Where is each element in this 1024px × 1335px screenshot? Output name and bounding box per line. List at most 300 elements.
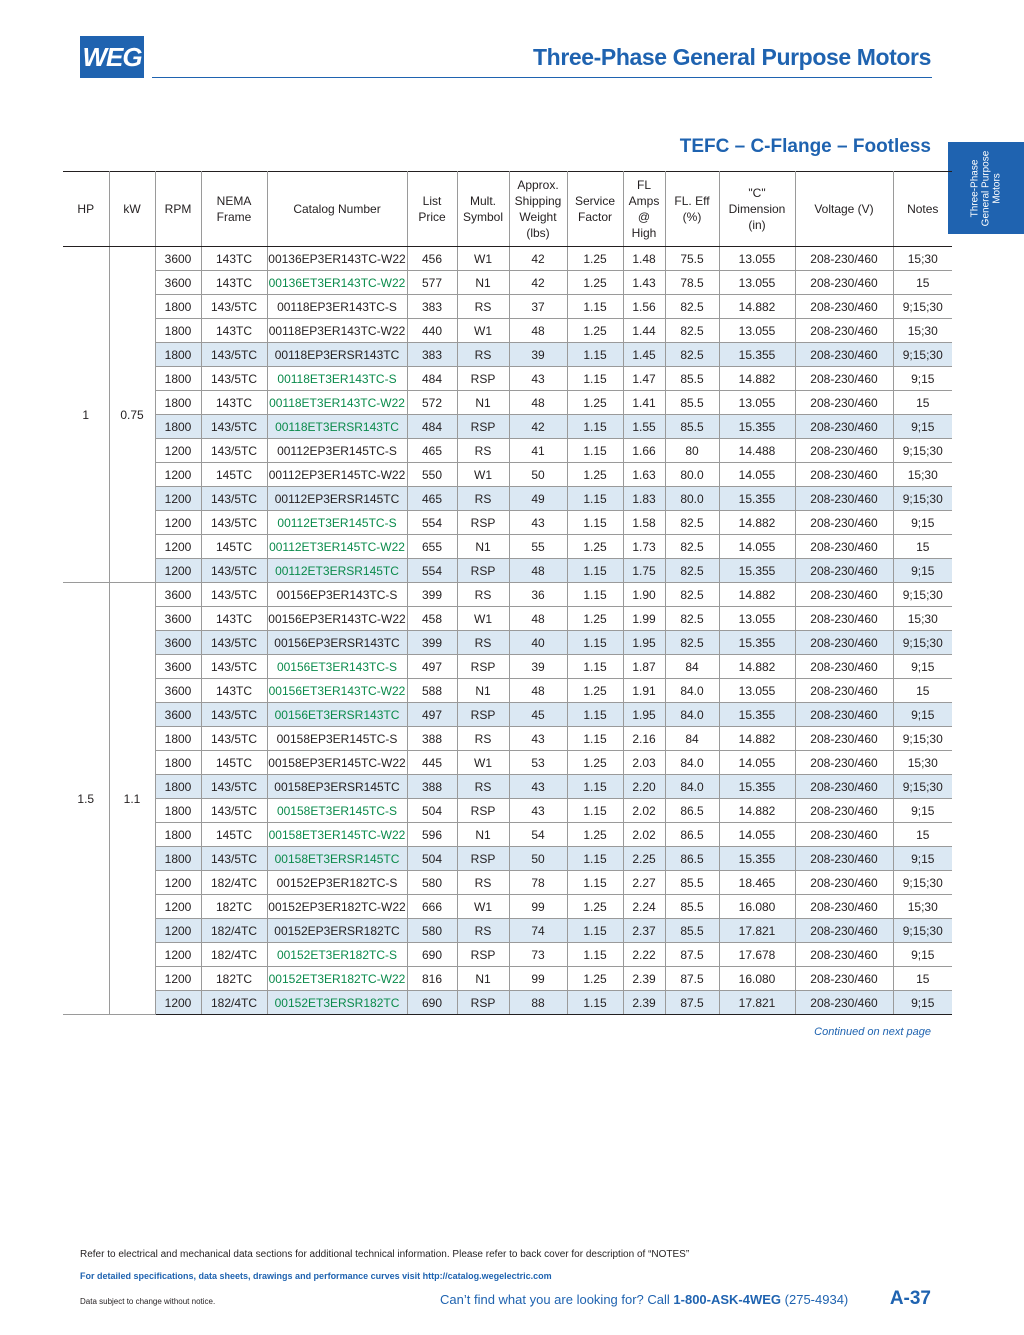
table-row: [63, 727, 952, 751]
mult-cell: RS: [457, 439, 509, 463]
frame-cell: 182/4TC: [201, 919, 267, 943]
catalog-cell: 00118ET3ER143TC-W22: [267, 391, 407, 415]
mult-cell: RS: [457, 343, 509, 367]
notes-cell: 9;15: [893, 703, 952, 727]
amps-cell: 2.27: [623, 871, 665, 895]
eff-cell: 80.0: [665, 487, 719, 511]
column-header: Approx. Shipping Weight (lbs): [509, 172, 567, 247]
title-rule: [152, 77, 932, 78]
cdim-cell: 16.080: [719, 967, 795, 991]
cdim-cell: 13.055: [719, 271, 795, 295]
column-header: RPM: [155, 172, 201, 247]
mult-cell: W1: [457, 895, 509, 919]
table-row: [63, 319, 952, 343]
price-cell: 383: [407, 295, 457, 319]
catalog-cell: 00152EP3ER182TC-S: [267, 871, 407, 895]
amps-cell: 1.99: [623, 607, 665, 631]
price-cell: 497: [407, 703, 457, 727]
weight-cell: 53: [509, 751, 567, 775]
eff-cell: 87.5: [665, 991, 719, 1015]
amps-cell: 2.25: [623, 847, 665, 871]
sf-cell: 1.15: [567, 655, 623, 679]
rpm-cell: 1800: [155, 319, 201, 343]
mult-cell: W1: [457, 319, 509, 343]
notes-cell: 9;15;30: [893, 439, 952, 463]
table-row: [63, 655, 952, 679]
mult-cell: RSP: [457, 415, 509, 439]
amps-cell: 1.43: [623, 271, 665, 295]
eff-cell: 82.5: [665, 559, 719, 583]
notes-cell: 9;15;30: [893, 775, 952, 799]
amps-cell: 2.02: [623, 799, 665, 823]
voltage-cell: 208-230/460: [795, 295, 893, 319]
table-row: [63, 679, 952, 703]
price-cell: 554: [407, 511, 457, 535]
price-cell: 458: [407, 607, 457, 631]
voltage-cell: 208-230/460: [795, 919, 893, 943]
table-row: [63, 895, 952, 919]
table-row: [63, 535, 952, 559]
cdim-cell: 14.882: [719, 655, 795, 679]
rpm-cell: 1800: [155, 391, 201, 415]
weight-cell: 36: [509, 583, 567, 607]
cdim-cell: 14.882: [719, 295, 795, 319]
weight-cell: 50: [509, 463, 567, 487]
notes-cell: 15: [893, 391, 952, 415]
mult-cell: RS: [457, 631, 509, 655]
amps-cell: 1.56: [623, 295, 665, 319]
voltage-cell: 208-230/460: [795, 631, 893, 655]
rpm-cell: 3600: [155, 679, 201, 703]
amps-cell: 1.91: [623, 679, 665, 703]
sf-cell: 1.15: [567, 511, 623, 535]
frame-cell: 143/5TC: [201, 775, 267, 799]
table-row: [63, 823, 952, 847]
cdim-cell: 15.355: [719, 775, 795, 799]
voltage-cell: 208-230/460: [795, 583, 893, 607]
table-row: [63, 991, 952, 1015]
table-row: [63, 703, 952, 727]
eff-cell: 82.5: [665, 607, 719, 631]
sf-cell: 1.25: [567, 271, 623, 295]
notes-cell: 15: [893, 967, 952, 991]
notes-cell: 15;30: [893, 319, 952, 343]
catalog-cell: 00152EP3ERSR182TC: [267, 919, 407, 943]
catalog-cell: 00152EP3ER182TC-W22: [267, 895, 407, 919]
sf-cell: 1.15: [567, 775, 623, 799]
voltage-cell: 208-230/460: [795, 751, 893, 775]
price-cell: 580: [407, 919, 457, 943]
mult-cell: RSP: [457, 991, 509, 1015]
sf-cell: 1.15: [567, 703, 623, 727]
rpm-cell: 1200: [155, 967, 201, 991]
table-row: [63, 583, 952, 607]
amps-cell: 1.73: [623, 535, 665, 559]
cdim-cell: 14.882: [719, 727, 795, 751]
cdim-cell: 15.355: [719, 703, 795, 727]
footer-spec-link[interactable]: For detailed specifications, data sheets, drawings and performance curves visit http://catalog.wegelectric.com: [80, 1271, 552, 1281]
eff-cell: 85.5: [665, 367, 719, 391]
sf-cell: 1.15: [567, 727, 623, 751]
eff-cell: 84.0: [665, 703, 719, 727]
catalog-cell: 00158EP3ER145TC-S: [267, 727, 407, 751]
catalog-cell: 00136EP3ER143TC-W22: [267, 247, 407, 271]
notes-cell: 15;30: [893, 751, 952, 775]
sf-cell: 1.25: [567, 607, 623, 631]
mult-cell: N1: [457, 679, 509, 703]
price-cell: 655: [407, 535, 457, 559]
rpm-cell: 1200: [155, 991, 201, 1015]
mult-cell: N1: [457, 271, 509, 295]
voltage-cell: 208-230/460: [795, 535, 893, 559]
weight-cell: 50: [509, 847, 567, 871]
rpm-cell: 3600: [155, 583, 201, 607]
rpm-cell: 3600: [155, 655, 201, 679]
sf-cell: 1.25: [567, 247, 623, 271]
amps-cell: 2.20: [623, 775, 665, 799]
table-row: [63, 871, 952, 895]
price-cell: 465: [407, 487, 457, 511]
cdim-cell: 14.882: [719, 799, 795, 823]
eff-cell: 78.5: [665, 271, 719, 295]
price-cell: 816: [407, 967, 457, 991]
table-header-row: [63, 172, 952, 247]
rpm-cell: 1800: [155, 415, 201, 439]
eff-cell: 86.5: [665, 799, 719, 823]
section-tab[interactable]: [948, 142, 1024, 234]
column-header: Service Factor: [567, 172, 623, 247]
weight-cell: 43: [509, 799, 567, 823]
eff-cell: 85.5: [665, 415, 719, 439]
frame-cell: 145TC: [201, 823, 267, 847]
notes-cell: 9;15: [893, 655, 952, 679]
column-header: Notes: [893, 172, 952, 247]
voltage-cell: 208-230/460: [795, 439, 893, 463]
table-row: [63, 607, 952, 631]
catalog-cell: 00152ET3ER182TC-W22: [267, 967, 407, 991]
sf-cell: 1.15: [567, 367, 623, 391]
mult-cell: W1: [457, 751, 509, 775]
catalog-cell: 00118ET3ER143TC-S: [267, 367, 407, 391]
footer-notes-reference: Refer to electrical and mechanical data sections for additional technical information. Please refer to back cover for description of “NOTES”: [80, 1249, 690, 1260]
column-header: FL. Eff (%): [665, 172, 719, 247]
catalog-cell: 00152ET3ERSR182TC: [267, 991, 407, 1015]
catalog-cell: 00112ET3ERSR145TC: [267, 559, 407, 583]
amps-cell: 1.58: [623, 511, 665, 535]
frame-cell: 143/5TC: [201, 799, 267, 823]
price-cell: 456: [407, 247, 457, 271]
column-header: Catalog Number: [267, 172, 407, 247]
table-row: [63, 415, 952, 439]
sf-cell: 1.15: [567, 439, 623, 463]
catalog-cell: 00112EP3ER145TC-S: [267, 439, 407, 463]
price-cell: 399: [407, 631, 457, 655]
voltage-cell: 208-230/460: [795, 463, 893, 487]
mult-cell: W1: [457, 463, 509, 487]
amps-cell: 2.39: [623, 991, 665, 1015]
cdim-cell: 15.355: [719, 847, 795, 871]
amps-cell: 1.44: [623, 319, 665, 343]
frame-cell: 143/5TC: [201, 727, 267, 751]
frame-cell: 143/5TC: [201, 487, 267, 511]
rpm-cell: 3600: [155, 271, 201, 295]
sf-cell: 1.25: [567, 535, 623, 559]
sf-cell: 1.25: [567, 967, 623, 991]
voltage-cell: 208-230/460: [795, 703, 893, 727]
voltage-cell: 208-230/460: [795, 343, 893, 367]
frame-cell: 143/5TC: [201, 655, 267, 679]
footer-disclaimer: Data subject to change without notice.: [80, 1297, 216, 1306]
frame-cell: 143/5TC: [201, 439, 267, 463]
eff-cell: 87.5: [665, 943, 719, 967]
price-cell: 388: [407, 727, 457, 751]
table-row: [63, 559, 952, 583]
catalog-cell: 00112ET3ER145TC-W22: [267, 535, 407, 559]
catalog-cell: 00118EP3ER143TC-W22: [267, 319, 407, 343]
notes-cell: 9;15;30: [893, 343, 952, 367]
mult-cell: RS: [457, 295, 509, 319]
rpm-cell: 1200: [155, 559, 201, 583]
cdim-cell: 16.080: [719, 895, 795, 919]
notes-cell: 9;15: [893, 847, 952, 871]
eff-cell: 86.5: [665, 847, 719, 871]
price-cell: 399: [407, 583, 457, 607]
voltage-cell: 208-230/460: [795, 655, 893, 679]
column-header: Mult. Symbol: [457, 172, 509, 247]
eff-cell: 84: [665, 655, 719, 679]
voltage-cell: 208-230/460: [795, 607, 893, 631]
sf-cell: 1.15: [567, 631, 623, 655]
sf-cell: 1.15: [567, 343, 623, 367]
amps-cell: 1.87: [623, 655, 665, 679]
price-cell: 690: [407, 991, 457, 1015]
mult-cell: RS: [457, 487, 509, 511]
sf-cell: 1.15: [567, 487, 623, 511]
voltage-cell: 208-230/460: [795, 799, 893, 823]
weg-logo: [80, 36, 144, 78]
notes-cell: 15: [893, 271, 952, 295]
mult-cell: RS: [457, 775, 509, 799]
frame-cell: 182TC: [201, 967, 267, 991]
cdim-cell: 17.821: [719, 919, 795, 943]
catalog-cell: 00118EP3ER143TC-S: [267, 295, 407, 319]
frame-cell: 143TC: [201, 247, 267, 271]
rpm-cell: 1200: [155, 487, 201, 511]
table-row: [63, 775, 952, 799]
weight-cell: 99: [509, 967, 567, 991]
notes-cell: 15;30: [893, 247, 952, 271]
sf-cell: 1.15: [567, 943, 623, 967]
table-row: [63, 487, 952, 511]
notes-cell: 9;15: [893, 799, 952, 823]
column-header: HP: [63, 172, 109, 247]
voltage-cell: 208-230/460: [795, 967, 893, 991]
eff-cell: 84.0: [665, 679, 719, 703]
cdim-cell: 13.055: [719, 391, 795, 415]
weight-cell: 43: [509, 511, 567, 535]
catalog-cell: 00158ET3ER145TC-W22: [267, 823, 407, 847]
table-row: [63, 439, 952, 463]
notes-cell: 9;15;30: [893, 727, 952, 751]
catalog-cell: 00112EP3ER145TC-W22: [267, 463, 407, 487]
notes-cell: 15: [893, 823, 952, 847]
sf-cell: 1.25: [567, 823, 623, 847]
cdim-cell: 13.055: [719, 679, 795, 703]
rpm-cell: 1800: [155, 367, 201, 391]
cdim-cell: 15.355: [719, 415, 795, 439]
catalog-cell: 00136ET3ER143TC-W22: [267, 271, 407, 295]
notes-cell: 9;15: [893, 415, 952, 439]
cdim-cell: 15.355: [719, 559, 795, 583]
rpm-cell: 1800: [155, 823, 201, 847]
section-tab-label: Three-Phase General Purpose Motors: [969, 150, 1003, 226]
frame-cell: 182TC: [201, 895, 267, 919]
amps-cell: 1.90: [623, 583, 665, 607]
eff-cell: 82.5: [665, 343, 719, 367]
mult-cell: N1: [457, 967, 509, 991]
sf-cell: 1.15: [567, 919, 623, 943]
amps-cell: 2.22: [623, 943, 665, 967]
catalog-cell: 00158EP3ER145TC-W22: [267, 751, 407, 775]
notes-cell: 15;30: [893, 463, 952, 487]
table-row: [63, 919, 952, 943]
table-row: [63, 967, 952, 991]
table-row: [63, 391, 952, 415]
voltage-cell: 208-230/460: [795, 367, 893, 391]
sf-cell: 1.15: [567, 583, 623, 607]
rpm-cell: 1200: [155, 535, 201, 559]
sf-cell: 1.15: [567, 847, 623, 871]
rpm-cell: 1800: [155, 343, 201, 367]
amps-cell: 2.16: [623, 727, 665, 751]
frame-cell: 143/5TC: [201, 343, 267, 367]
weight-cell: 45: [509, 703, 567, 727]
eff-cell: 80: [665, 439, 719, 463]
catalog-cell: 00118EP3ERSR143TC: [267, 343, 407, 367]
frame-cell: 143/5TC: [201, 367, 267, 391]
amps-cell: 2.37: [623, 919, 665, 943]
frame-cell: 143/5TC: [201, 703, 267, 727]
rpm-cell: 1800: [155, 775, 201, 799]
weight-cell: 48: [509, 679, 567, 703]
price-cell: 445: [407, 751, 457, 775]
price-cell: 580: [407, 871, 457, 895]
hp-cell: 1: [63, 247, 109, 583]
price-cell: 504: [407, 847, 457, 871]
rpm-cell: 1200: [155, 919, 201, 943]
price-cell: 666: [407, 895, 457, 919]
sf-cell: 1.15: [567, 991, 623, 1015]
frame-cell: 143TC: [201, 679, 267, 703]
amps-cell: 2.03: [623, 751, 665, 775]
eff-cell: 84: [665, 727, 719, 751]
rpm-cell: 3600: [155, 631, 201, 655]
weight-cell: 39: [509, 343, 567, 367]
weight-cell: 99: [509, 895, 567, 919]
amps-cell: 1.66: [623, 439, 665, 463]
frame-cell: 143/5TC: [201, 295, 267, 319]
table-row: [63, 631, 952, 655]
eff-cell: 82.5: [665, 631, 719, 655]
mult-cell: RSP: [457, 847, 509, 871]
weight-cell: 48: [509, 391, 567, 415]
notes-cell: 15;30: [893, 607, 952, 631]
amps-cell: 1.95: [623, 703, 665, 727]
voltage-cell: 208-230/460: [795, 991, 893, 1015]
eff-cell: 84.0: [665, 751, 719, 775]
page-number: A-37: [889, 1288, 931, 1309]
table-row: [63, 511, 952, 535]
notes-cell: 9;15;30: [893, 583, 952, 607]
frame-cell: 143TC: [201, 607, 267, 631]
catalog-cell: 00152ET3ER182TC-S: [267, 943, 407, 967]
catalog-cell: 00112ET3ER145TC-S: [267, 511, 407, 535]
cdim-cell: 14.882: [719, 367, 795, 391]
eff-cell: 75.5: [665, 247, 719, 271]
notes-cell: 9;15: [893, 991, 952, 1015]
weight-cell: 55: [509, 535, 567, 559]
frame-cell: 143/5TC: [201, 583, 267, 607]
call-number[interactable]: 1-800-ASK-4WEG: [673, 1292, 782, 1307]
amps-cell: 2.39: [623, 967, 665, 991]
frame-cell: 143/5TC: [201, 631, 267, 655]
weight-cell: 43: [509, 367, 567, 391]
footer-call-line: [440, 1292, 848, 1307]
weight-cell: 48: [509, 559, 567, 583]
rpm-cell: 1200: [155, 439, 201, 463]
voltage-cell: 208-230/460: [795, 271, 893, 295]
weight-cell: 42: [509, 247, 567, 271]
mult-cell: N1: [457, 823, 509, 847]
frame-cell: 143/5TC: [201, 511, 267, 535]
price-cell: 577: [407, 271, 457, 295]
mult-cell: RS: [457, 727, 509, 751]
rpm-cell: 1800: [155, 847, 201, 871]
notes-cell: 9;15;30: [893, 295, 952, 319]
voltage-cell: 208-230/460: [795, 247, 893, 271]
sf-cell: 1.25: [567, 751, 623, 775]
catalog-cell: 00118ET3ERSR143TC: [267, 415, 407, 439]
price-cell: 596: [407, 823, 457, 847]
eff-cell: 82.5: [665, 511, 719, 535]
rpm-cell: 1200: [155, 871, 201, 895]
table-row: [63, 847, 952, 871]
weight-cell: 43: [509, 727, 567, 751]
mult-cell: N1: [457, 391, 509, 415]
table-row: [63, 343, 952, 367]
rpm-cell: 1200: [155, 943, 201, 967]
frame-cell: 145TC: [201, 751, 267, 775]
column-header: NEMA Frame: [201, 172, 267, 247]
notes-cell: 9;15;30: [893, 487, 952, 511]
mult-cell: RSP: [457, 943, 509, 967]
weight-cell: 48: [509, 319, 567, 343]
catalog-cell: 00158EP3ERSR145TC: [267, 775, 407, 799]
weight-cell: 49: [509, 487, 567, 511]
column-header: kW: [109, 172, 155, 247]
cdim-cell: 17.821: [719, 991, 795, 1015]
voltage-cell: 208-230/460: [795, 727, 893, 751]
catalog-cell: 00112EP3ERSR145TC: [267, 487, 407, 511]
weight-cell: 78: [509, 871, 567, 895]
rpm-cell: 1200: [155, 463, 201, 487]
amps-cell: 1.83: [623, 487, 665, 511]
voltage-cell: 208-230/460: [795, 823, 893, 847]
frame-cell: 143/5TC: [201, 559, 267, 583]
page-title: Three-Phase General Purpose Motors: [533, 44, 931, 70]
catalog-cell: 00158ET3ERSR145TC: [267, 847, 407, 871]
cdim-cell: 14.055: [719, 751, 795, 775]
